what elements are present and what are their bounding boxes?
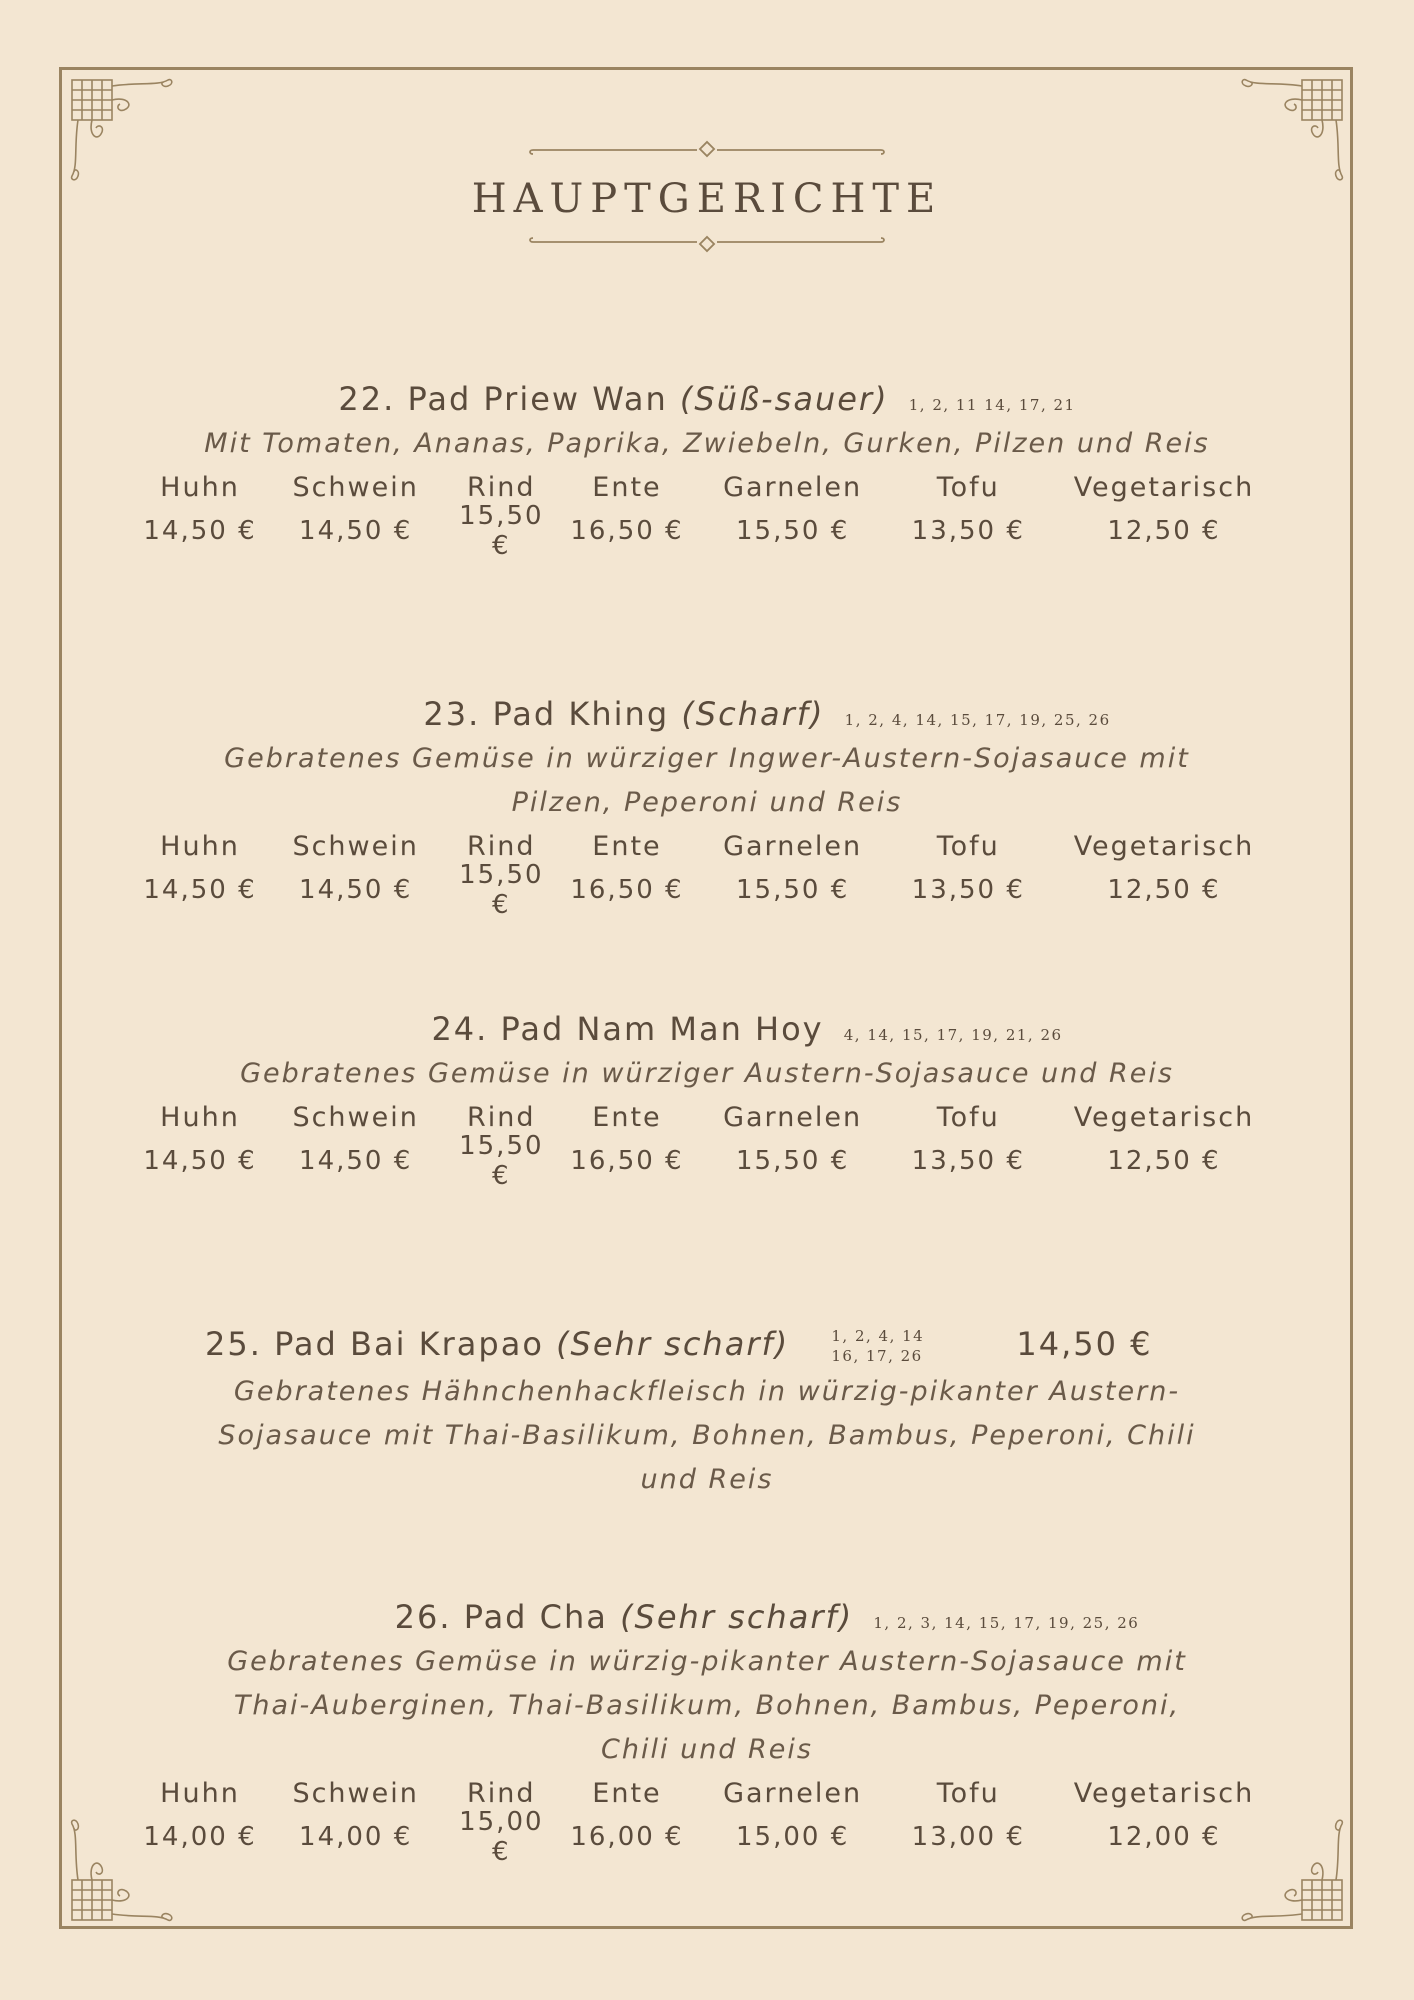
price-rind: 15,50 € xyxy=(459,859,544,920)
column-huhn: Huhn xyxy=(160,831,240,862)
dish-name: 23. Pad Khing xyxy=(423,695,670,733)
column-ente: Ente xyxy=(592,831,662,862)
price-ente: 16,50 € xyxy=(570,874,684,905)
dish-allergens-line: 16, 17, 26 xyxy=(831,1347,923,1365)
column-ente: Ente xyxy=(592,472,662,503)
price-schwein: 14,00 € xyxy=(299,1821,413,1852)
dish-description: Gebratenes Gemüse in würziger Austern-Sojasauce und Reis xyxy=(240,1058,1174,1089)
price-tofu: 13,50 € xyxy=(911,1145,1025,1176)
dish-heading xyxy=(140,1325,1274,1366)
column-rind: Rind xyxy=(467,1102,536,1133)
title-ornament-bottom xyxy=(527,232,887,254)
column-garnelen: Garnelen xyxy=(723,831,863,862)
price-row xyxy=(140,1130,1274,1191)
price-garnelen: 15,50 € xyxy=(736,515,850,546)
dish-23 xyxy=(140,695,1274,920)
column-tofu: Tofu xyxy=(936,472,1000,503)
price-rind: 15,00 € xyxy=(459,1806,544,1867)
column-huhn: Huhn xyxy=(160,1102,240,1133)
column-tofu: Tofu xyxy=(936,1102,1000,1133)
dish-25 xyxy=(140,1325,1274,1502)
price-vegetarisch: 12,50 € xyxy=(1107,1145,1221,1176)
price-schwein: 14,50 € xyxy=(299,874,413,905)
price-tofu: 13,50 € xyxy=(911,874,1025,905)
dish-name: 25. Pad Bai Krapao xyxy=(205,1325,544,1363)
title-ornament-top xyxy=(527,140,887,162)
dish-allergens: 1, 2, 4, 14, 15, 17, 19, 25, 26 xyxy=(844,711,1111,729)
dish-price: 14,50 € xyxy=(1016,1325,1153,1363)
price-huhn: 14,50 € xyxy=(143,1145,257,1176)
dish-spice-level: (Süß-sauer) xyxy=(679,380,889,418)
column-huhn: Huhn xyxy=(160,1778,240,1809)
dish-heading xyxy=(140,695,1274,733)
dish-spice-level: (Sehr scharf) xyxy=(620,1598,854,1636)
column-vegetarisch: Vegetarisch xyxy=(1073,1102,1255,1133)
protein-header-row xyxy=(140,466,1274,509)
price-vegetarisch: 12,00 € xyxy=(1107,1821,1221,1852)
dish-allergens-line: 1, 2, 4, 14 xyxy=(831,1327,925,1345)
price-huhn: 14,50 € xyxy=(143,874,257,905)
column-vegetarisch: Vegetarisch xyxy=(1073,831,1255,862)
dish-spice-level: (Scharf) xyxy=(681,695,825,733)
dish-description-line: und Reis xyxy=(640,1464,774,1495)
dish-description-line: Thai-Auberginen, Thai-Basilikum, Bohnen, Bambus, Peperoni, xyxy=(233,1690,1181,1721)
price-rind: 15,50 € xyxy=(459,500,544,561)
dish-heading xyxy=(140,1598,1274,1636)
price-garnelen: 15,00 € xyxy=(736,1821,850,1852)
price-row xyxy=(140,1806,1274,1867)
column-rind: Rind xyxy=(467,1778,536,1809)
column-vegetarisch: Vegetarisch xyxy=(1073,472,1255,503)
column-schwein: Schwein xyxy=(292,472,419,503)
column-rind: Rind xyxy=(467,472,536,503)
dish-name: 26. Pad Cha xyxy=(394,1598,608,1636)
column-tofu: Tofu xyxy=(936,831,1000,862)
column-tofu: Tofu xyxy=(936,1778,1000,1809)
dish-description xyxy=(160,1370,1254,1502)
dish-22 xyxy=(140,380,1274,561)
column-ente: Ente xyxy=(592,1102,662,1133)
page-title: HAUPTGERICHTE xyxy=(471,176,943,222)
column-garnelen: Garnelen xyxy=(723,1102,863,1133)
price-tofu: 13,00 € xyxy=(911,1821,1025,1852)
dish-24 xyxy=(140,1010,1274,1191)
price-ente: 16,50 € xyxy=(570,1145,684,1176)
column-garnelen: Garnelen xyxy=(723,1778,863,1809)
protein-header-row xyxy=(140,1772,1274,1815)
dish-spice-level: (Sehr scharf) xyxy=(556,1325,790,1363)
dish-description-line: Pilzen, Peperoni und Reis xyxy=(511,787,903,818)
price-schwein: 14,50 € xyxy=(299,1145,413,1176)
column-huhn: Huhn xyxy=(160,472,240,503)
dish-description-line: Gebratenes Gemüse in würziger Ingwer-Austern-Sojasauce mit xyxy=(224,743,1190,774)
dish-description-line: Gebratenes Gemüse in würzig-pikanter Austern-Sojasauce mit xyxy=(227,1646,1187,1677)
price-schwein: 14,50 € xyxy=(299,515,413,546)
dish-allergens xyxy=(831,1326,924,1366)
price-vegetarisch: 12,50 € xyxy=(1107,515,1221,546)
dish-description-line: Chili und Reis xyxy=(601,1734,813,1765)
dish-name: 24. Pad Nam Man Hoy xyxy=(431,1010,824,1048)
price-tofu: 13,50 € xyxy=(911,515,1025,546)
price-ente: 16,50 € xyxy=(570,515,684,546)
dish-description-line: Sojasauce mit Thai-Basilikum, Bohnen, Bambus, Peperoni, Chili xyxy=(218,1420,1196,1451)
price-row xyxy=(140,500,1274,561)
dish-allergens: 1, 2, 11 14, 17, 21 xyxy=(908,396,1076,414)
price-ente: 16,00 € xyxy=(570,1821,684,1852)
dish-heading xyxy=(140,1010,1274,1048)
price-vegetarisch: 12,50 € xyxy=(1107,874,1221,905)
dish-allergens: 4, 14, 15, 17, 19, 21, 26 xyxy=(843,1026,1063,1044)
price-row xyxy=(140,859,1274,920)
column-schwein: Schwein xyxy=(292,831,419,862)
dish-description xyxy=(160,737,1254,825)
column-schwein: Schwein xyxy=(292,1778,419,1809)
dish-name: 22. Pad Priew Wan xyxy=(338,380,668,418)
column-garnelen: Garnelen xyxy=(723,472,863,503)
dish-26 xyxy=(140,1598,1274,1867)
protein-header-row xyxy=(140,1096,1274,1139)
dish-description: Mit Tomaten, Ananas, Paprika, Zwiebeln, Gurken, Pilzen und Reis xyxy=(204,428,1210,459)
price-garnelen: 15,50 € xyxy=(736,1145,850,1176)
column-ente: Ente xyxy=(592,1778,662,1809)
page-header xyxy=(0,140,1414,254)
price-garnelen: 15,50 € xyxy=(736,874,850,905)
dish-description-line: Gebratenes Hähnchenhackfleisch in würzig-pikanter Austern- xyxy=(233,1376,1181,1407)
dish-description xyxy=(160,1640,1254,1772)
column-schwein: Schwein xyxy=(292,1102,419,1133)
price-huhn: 14,00 € xyxy=(143,1821,257,1852)
price-huhn: 14,50 € xyxy=(143,515,257,546)
dish-heading xyxy=(140,380,1274,418)
protein-header-row xyxy=(140,825,1274,868)
price-rind: 15,50 € xyxy=(459,1130,544,1191)
column-rind: Rind xyxy=(467,831,536,862)
dish-allergens: 1, 2, 3, 14, 15, 17, 19, 25, 26 xyxy=(873,1614,1140,1632)
column-vegetarisch: Vegetarisch xyxy=(1073,1778,1255,1809)
